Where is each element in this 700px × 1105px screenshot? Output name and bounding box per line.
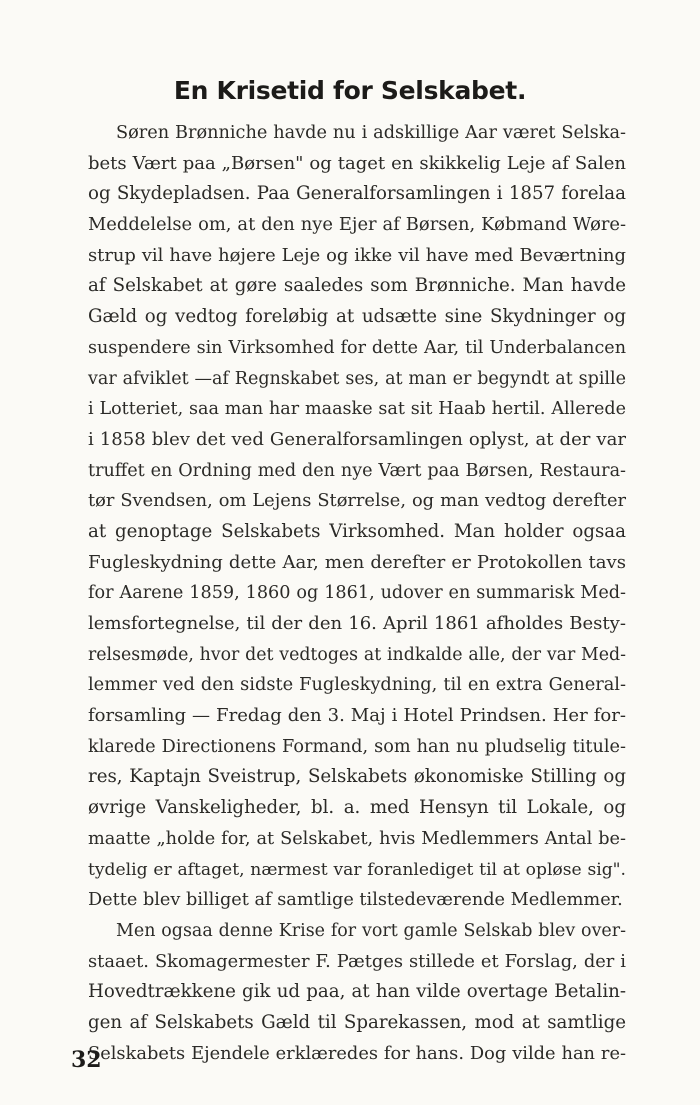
text-line: relsesmøde, hvor det vedtoges at indkalde alle, der var Med-	[88, 644, 626, 665]
text-line: Fugleskydning dette Aar, men derefter er Protokollen tavs	[88, 551, 626, 573]
body-text	[88, 118, 626, 1069]
text-line: at genoptage Selskabets Virksomhed. Man holder ogsaa	[88, 520, 626, 542]
text-line: lemmer ved den sidste Fugleskydning, til en extra General-	[88, 674, 626, 696]
text-line: res, Kaptajn Sveistrup, Selskabets økonomiske Stilling og	[88, 766, 626, 788]
text-line: Hovedtrækkene gik ud paa, at han vilde overtage Betalin-	[88, 981, 626, 1003]
text-line: for Aarene 1859, 1860 og 1861, udover en summarisk Med-	[88, 583, 626, 604]
text-line: Dette blev billiget af samtlige tilstedeværende Medlemmer.	[88, 890, 623, 911]
text-line: var afviklet —af Regnskabet ses, at man er begyndt at spille	[88, 368, 626, 389]
text-line: tydelig er aftaget, nærmest var foranlediget til at opløse sig".	[88, 859, 626, 880]
paragraph-2	[88, 916, 626, 1069]
text-line: Søren Brønniche havde nu i adskillige Aar været Selska-	[116, 123, 626, 143]
text-line: gen af Selskabets Gæld til Sparekassen, mod at samtlige	[88, 1011, 626, 1033]
text-line: Gæld og vedtog foreløbig at udsætte sine Skydninger og	[88, 306, 626, 328]
text-line: Selskabets Ejendele erklæredes for hans. Dog vilde han re-	[88, 1042, 626, 1064]
text-line: truffet en Ordning med den nye Vært paa Børsen, Restaura-	[88, 460, 626, 481]
page-number: 32	[71, 1047, 102, 1073]
text-line: i 1858 blev det ved Generalforsamlingen oplyst, at der var	[88, 428, 626, 450]
text-line: strup vil have højere Leje og ikke vil have med Beværtning	[88, 244, 626, 266]
text-line: maatte „holde for, at Selskabet, hvis Medlemmers Antal be-	[88, 828, 626, 849]
text-line: bets Vært paa „Børsen" og taget en skikkelig Leje af Salen	[88, 152, 626, 174]
text-line: tør Svendsen, om Lejens Størrelse, og man vedtog derefter	[88, 490, 626, 512]
text-line: Men ogsaa denne Krise for vort gamle Selskab blev over-	[116, 920, 626, 941]
text-line: i Lotteriet, saa man har maaske sat sit Haab hertil. Allerede	[88, 399, 626, 420]
text-line: af Selskabet at gøre saaledes som Brønniche. Man havde	[88, 275, 626, 297]
text-line: klarede Directionens Formand, som han nu pludselig titule-	[88, 736, 626, 757]
text-line: forsamling — Fredag den 3. Maj i Hotel Prindsen. Her for-	[88, 705, 626, 727]
paragraph-1	[88, 118, 626, 916]
text-line: lemsfortegnelse, til der den 16. April 1861 afholdes Besty-	[88, 613, 626, 634]
text-line: øvrige Vanskeligheder, bl. a. med Hensyn til Lokale, og	[88, 797, 626, 819]
chapter-heading: En Krisetid for Selskabet.	[173, 76, 527, 105]
text-line: suspendere sin Virksomhed for dette Aar, til Underbalancen	[88, 337, 626, 358]
text-line: Meddelelse om, at den nye Ejer af Børsen, Købmand Wøre-	[88, 214, 626, 236]
text-line: og Skydepladsen. Paa Generalforsamlingen i 1857 forelaa	[88, 183, 626, 205]
text-line: staaet. Skomagermester F. Pætges stillede et Forslag, der i	[88, 950, 626, 972]
